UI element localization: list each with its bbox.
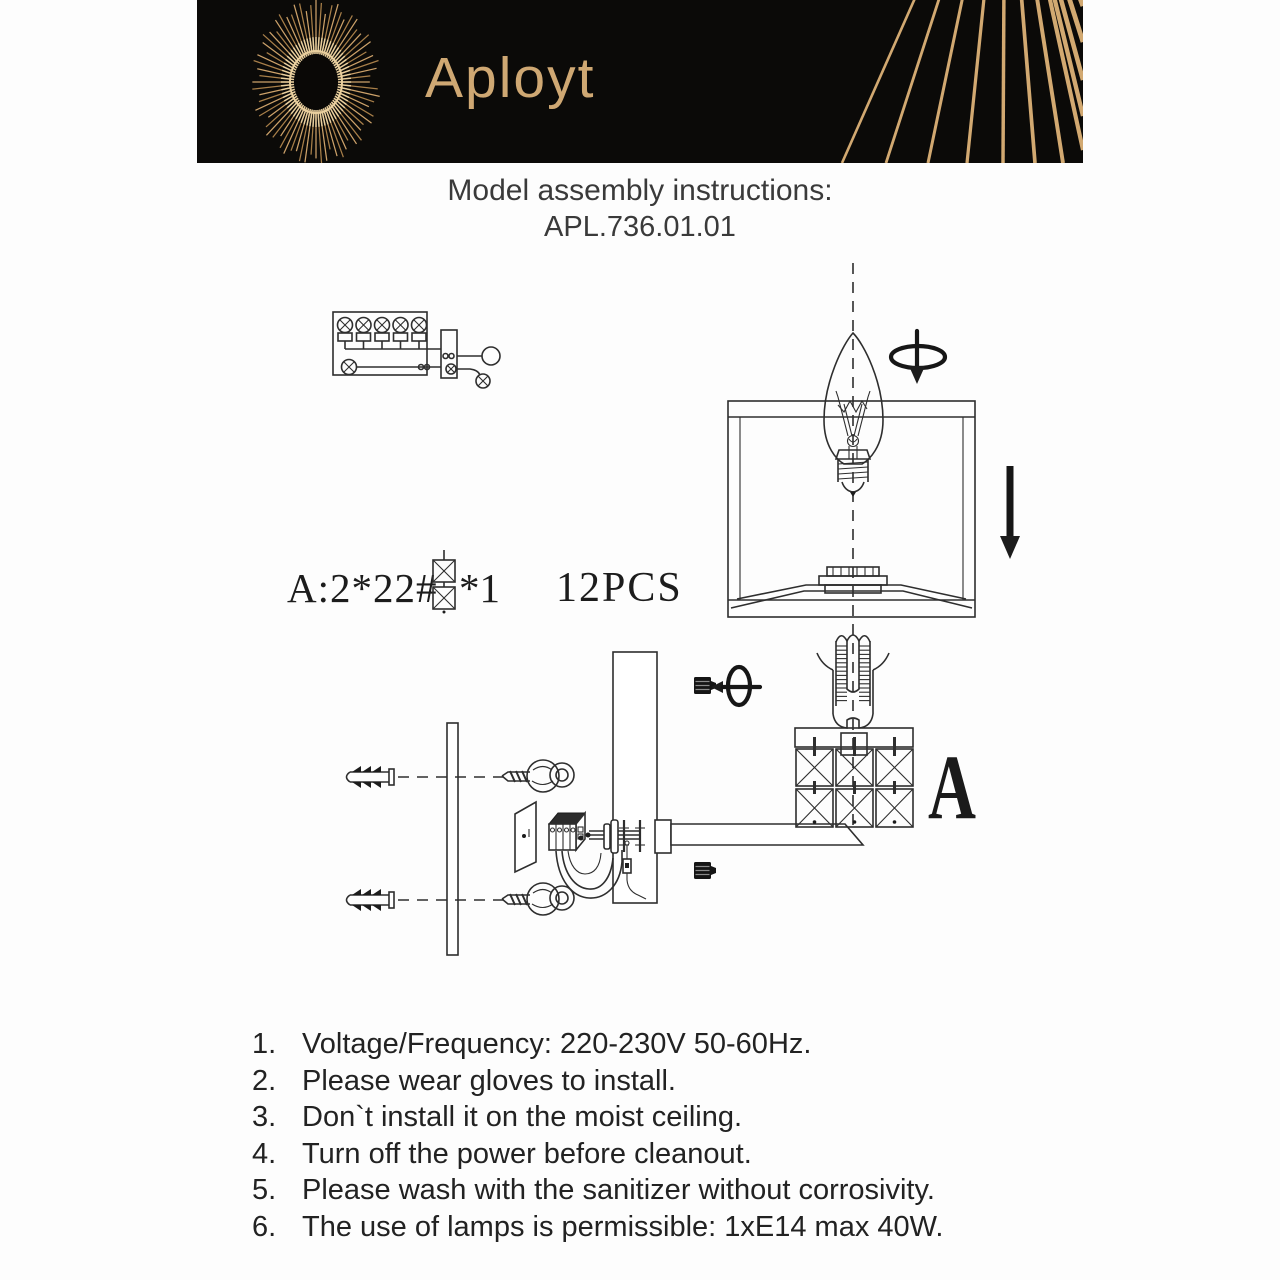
thumb-screws bbox=[694, 677, 716, 879]
insert-arrow-icon bbox=[1000, 466, 1020, 559]
wall-anchor bbox=[347, 766, 395, 788]
instruction-item bbox=[252, 1063, 1082, 1100]
instruction-item bbox=[252, 1136, 1082, 1173]
lamp-arm bbox=[655, 820, 863, 853]
instruction-text: Don`t install it on the moist ceiling. bbox=[302, 1101, 743, 1134]
crystal-block bbox=[795, 728, 913, 827]
wiring-diagram bbox=[333, 312, 500, 388]
wire-loop bbox=[568, 851, 601, 874]
mounting-bar bbox=[447, 723, 458, 955]
model-number: APL.736.01.01 bbox=[544, 211, 736, 243]
bulb-base-tip bbox=[842, 482, 864, 492]
wall-plate bbox=[613, 652, 657, 903]
part-code: A:2*22# bbox=[287, 565, 438, 611]
instruction-text: Please wear gloves to install. bbox=[302, 1064, 676, 1097]
parts-count: 12PCS bbox=[556, 565, 683, 611]
mounting-hardware bbox=[347, 760, 575, 915]
instruction-list bbox=[252, 1026, 1082, 1246]
brand-name: Aployt bbox=[425, 46, 596, 110]
instruction-text: Voltage/Frequency: 220-230V 50-60Hz. bbox=[302, 1028, 812, 1060]
assembly-diagram bbox=[0, 255, 1280, 1015]
instruction-number: 6. bbox=[252, 1210, 277, 1243]
instruction-text: Please wash with the sanitizer without corrosivity. bbox=[302, 1174, 935, 1207]
instruction-text: The use of lamps is permissible: 1xE14 max 40W. bbox=[302, 1210, 944, 1243]
wall-anchor bbox=[347, 889, 395, 911]
instruction-number: 1. bbox=[252, 1028, 277, 1060]
part-quantity: *1 bbox=[459, 565, 500, 611]
mounting-screw bbox=[502, 883, 574, 915]
instruction-item bbox=[252, 1099, 1082, 1136]
wire-loop bbox=[562, 851, 613, 889]
mounting-screw bbox=[502, 760, 574, 792]
banner-decoration bbox=[197, 0, 1083, 163]
instruction-number: 4. bbox=[252, 1137, 277, 1170]
brand-banner bbox=[197, 0, 1083, 163]
rotate-bulb-icon bbox=[891, 331, 945, 384]
instruction-number: 2. bbox=[252, 1064, 277, 1097]
instruction-item bbox=[252, 1026, 1082, 1063]
rotate-screw-icon bbox=[711, 667, 760, 705]
instruction-item bbox=[252, 1209, 1082, 1246]
part-a-label: A bbox=[928, 736, 976, 838]
corner-rays-decoration bbox=[842, 0, 1083, 163]
instruction-text: Turn off the power before cleanout. bbox=[302, 1137, 752, 1170]
instruction-number: 3. bbox=[252, 1101, 277, 1134]
instruction-item bbox=[252, 1172, 1082, 1209]
sunburst-logo-icon bbox=[252, 0, 379, 163]
instructions-title: Model assembly instructions: bbox=[447, 174, 833, 207]
instruction-number: 5. bbox=[252, 1174, 277, 1207]
